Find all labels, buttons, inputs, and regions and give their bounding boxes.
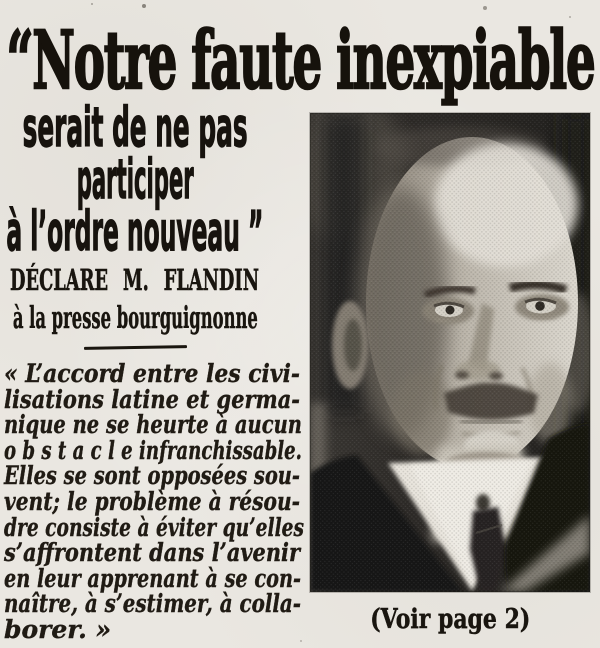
body-line (4, 435, 305, 465)
body-line (4, 512, 305, 542)
body-line-text: nique ne se heurte à aucun (4, 410, 302, 440)
body-line (4, 614, 305, 644)
body-line-text: naître, à s’estimer, à colla- (4, 589, 301, 619)
subheadline-text-3: à l’ordre nouveau ” (6, 200, 264, 263)
body-line-text: en leur apprenant à se con- (4, 563, 301, 593)
body-line-text: « L’accord entre les civi- (4, 359, 300, 388)
paper-specks (0, 0, 2, 2)
body-line-text: Elles se sont opposées sou- (4, 461, 300, 491)
byline-secondary (0, 302, 270, 335)
divider-rule (84, 345, 187, 350)
body-line (4, 384, 305, 414)
article-body (4, 361, 305, 643)
body-line-text: lisations latine et germa- (4, 384, 300, 414)
body-line (4, 361, 305, 387)
body-line-text: vent; le problème à résou- (4, 486, 300, 516)
subheadline-text-1: serait de ne pas (22, 96, 248, 159)
body-line (4, 563, 305, 593)
body-line (4, 412, 305, 438)
subheadline-line-2 (0, 148, 270, 211)
photo-caption (310, 606, 590, 633)
headline (0, 12, 600, 108)
subheadline-line-1 (0, 96, 270, 159)
byline-text: DÉCLARE M. FLANDIN (10, 263, 260, 297)
byline (0, 263, 270, 297)
body-line (4, 591, 305, 617)
photo-caption-text: (Voir page 2) (370, 604, 530, 635)
body-line (4, 486, 305, 516)
portrait-photo (310, 113, 590, 592)
body-line-text: o b s t a c l e infranchissable. (4, 435, 302, 465)
subheadline-line-3 (0, 200, 270, 263)
subheadline-text-2: participer (76, 148, 194, 211)
body-line-text: dre consiste à éviter qu’elles (4, 512, 304, 542)
body-line (4, 463, 305, 489)
headline-text: “Notre faute inexpiable (6, 13, 595, 107)
body-line-text: s’affrontent dans l’avenir (4, 538, 300, 568)
flandin-portrait-illustration (310, 113, 590, 592)
body-line-text: borer. » (4, 614, 112, 644)
body-line (4, 540, 305, 566)
byline-secondary-text: à la presse bourguignonne (12, 301, 258, 336)
